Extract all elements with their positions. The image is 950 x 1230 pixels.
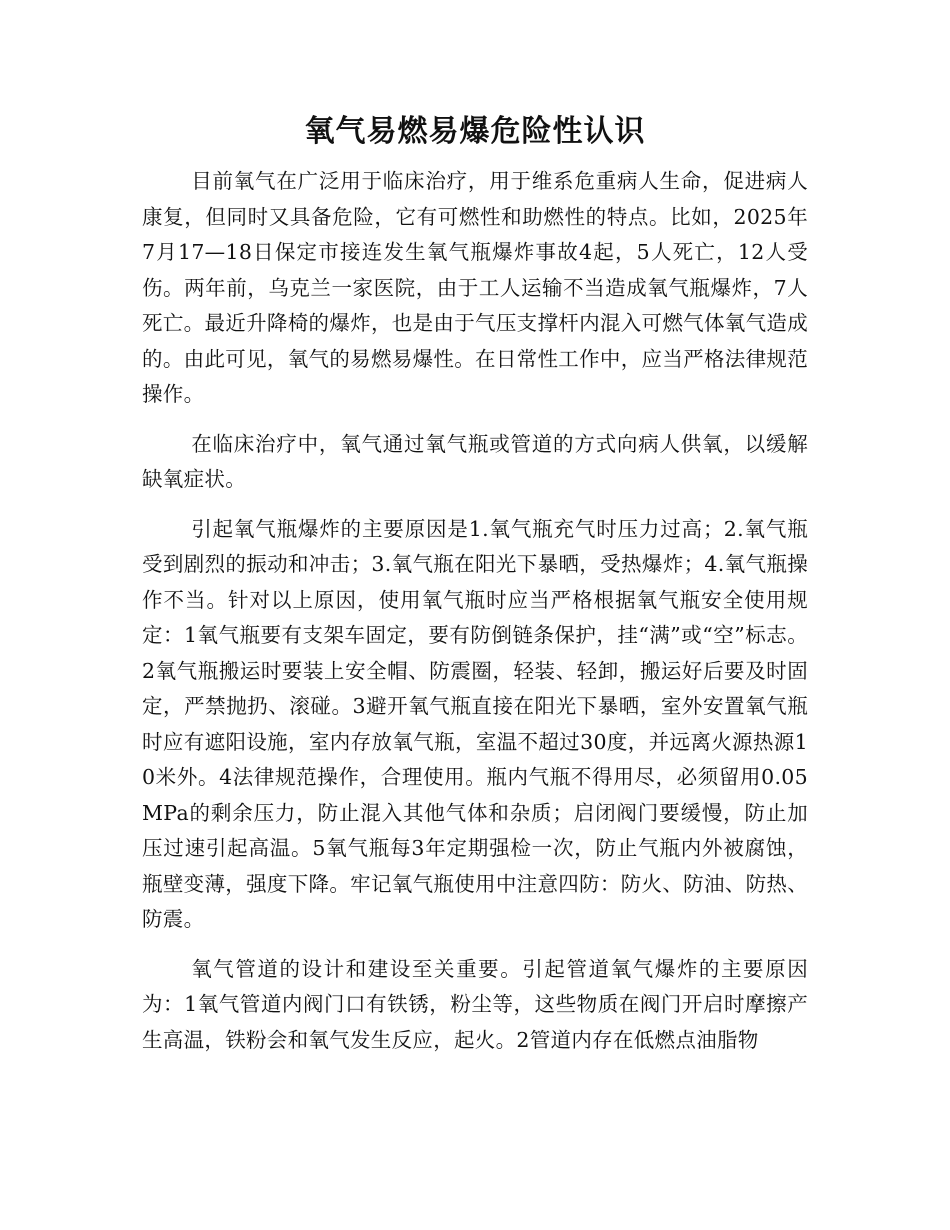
paragraph-2: 在临床治疗中，氧气通过氧气瓶或管道的方式向病人供氧，以缓解缺氧症状。 xyxy=(142,431,808,491)
document-body xyxy=(142,164,808,1072)
document-title: 氧气易燃易爆危险性认识 xyxy=(304,114,646,149)
paragraph-1: 目前氧气在广泛用于临床治疗，用于维系危重病人生命，促进病人康复，但同时又具备危险，它有可燃性和助燃性的特点。比如，2025年7月17—18日保定市接连发生氧气瓶爆炸事故4起，5人死亡，12人受伤。两年前，乌克兰一家医院，由于工人运输不当造成氧气瓶爆炸，7人死亡。最近升降椅的爆炸，也是由于气压支撑杆内混入可燃气体氧气造成的。由此可见，氧气的易燃易爆性。在日常性工作中，应当严格法律规范操作。 xyxy=(142,169,808,406)
paragraph-3: 引起氧气瓶爆炸的主要原因是1.氧气瓶充气时压力过高；2.氧气瓶受到剧烈的振动和冲击；3.氧气瓶在阳光下暴晒，受热爆炸；4.氧气瓶操作不当。针对以上原因，使用氧气瓶时应当严格根据氧气瓶安全使用规定：1氧气瓶要有支架车固定，要有防倒链条保护，挂“满”或“空”标志。2氧气瓶搬运时要装上安全帽、防震圈，轻装、轻卸，搬运好后要及时固定，严禁抛扔、滚碰。3避开氧气瓶直接在阳光下暴晒，室外安置氧气瓶时应有遮阳设施，室内存放氧气瓶，室温不超过30度，并远离火源热源10米外。4法律规范操作，合理使用。瓶内气瓶不得用尽，必须留用0.05MPa的剩余压力，防止混入其他气体和杂质；启闭阀门要缓慢，防止加压过速引起高温。5氧气瓶每3年定期强检一次，防止气瓶内外被腐蚀，瓶壁变薄，强度下降。牢记氧气瓶使用中注意四防：防火、防油、防热、防震。 xyxy=(142,516,808,931)
paragraph-4: 氧气管道的设计和建设至关重要。引起管道氧气爆炸的主要原因为：1氧气管道内阀门口有铁锈，粉尘等，这些物质在阀门开启时摩擦产生高温，铁粉会和氧气发生反应，起火。2管道内存在低燃点油脂物 xyxy=(142,956,808,1052)
